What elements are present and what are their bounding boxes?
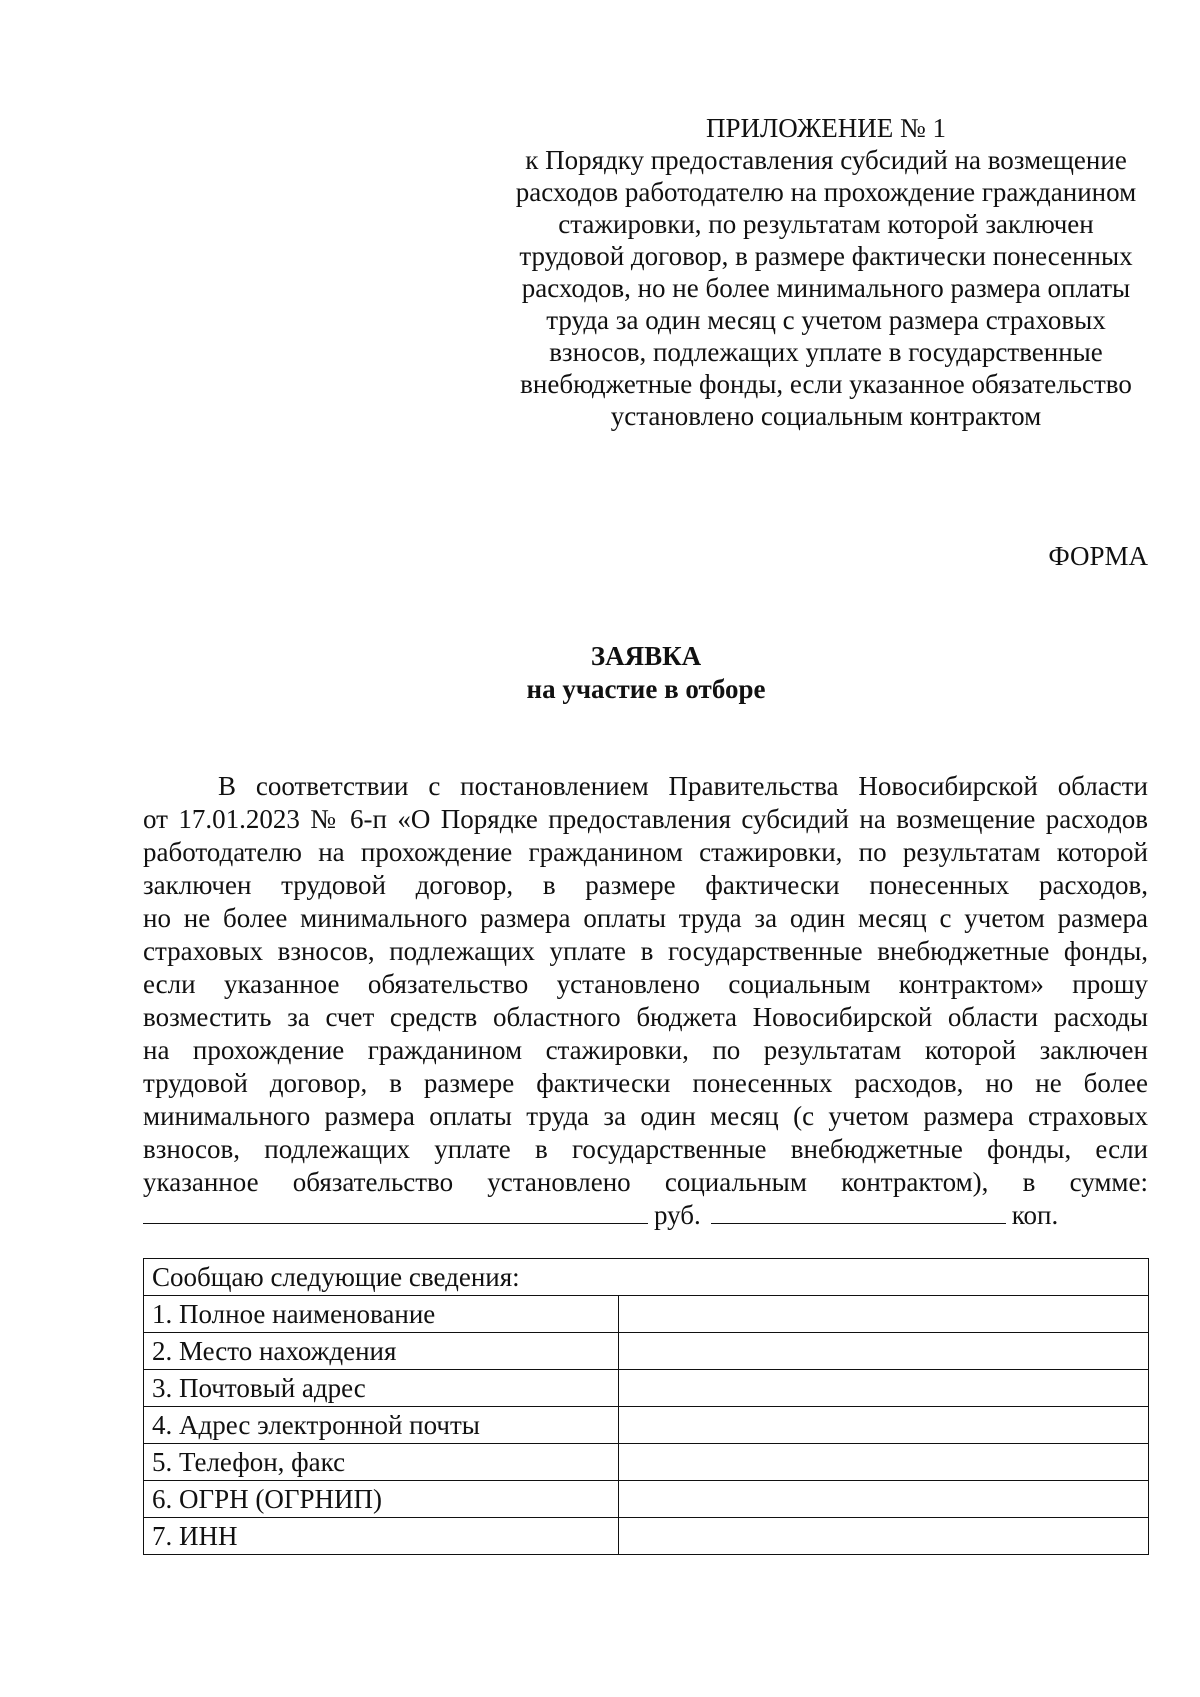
table-value-cell[interactable] <box>619 1333 1149 1370</box>
appendix-block <box>478 112 1174 432</box>
table-label-cell: 2. Место нахождения <box>144 1333 619 1370</box>
table-row <box>144 1481 1149 1518</box>
body-line: возместить за счет средств областного бюджета Новосибирской области расходы <box>143 1002 1148 1032</box>
table-row <box>144 1518 1149 1555</box>
table-value-cell[interactable] <box>619 1481 1149 1518</box>
appendix-line: взносов, подлежащих уплате в государственные <box>549 337 1103 367</box>
form-label: ФОРМА <box>1048 541 1148 571</box>
appendix-line: установлено социальным контрактом <box>610 401 1042 431</box>
body-line: взносов, подлежащих уплате в государственные внебюджетные фонды, если <box>143 1134 1148 1164</box>
body-line: страховых взносов, подлежащих уплате в государственные внебюджетные фонды, <box>143 936 1148 966</box>
appendix-line: трудовой договор, в размере фактически понесенных <box>519 241 1133 271</box>
body-line: работодателю на прохождение гражданином стажировки, по результатам которой <box>143 837 1148 867</box>
appendix-line: расходов работодателю на прохождение гражданином <box>515 177 1137 207</box>
table-value-cell[interactable] <box>619 1370 1149 1407</box>
amount-line <box>143 1199 1148 1232</box>
table-label-cell: 1. Полное наименование <box>144 1296 619 1333</box>
table-value-cell[interactable] <box>619 1518 1149 1555</box>
table-label-cell: 3. Почтовый адрес <box>144 1370 619 1407</box>
body-line: трудовой договор, в размере фактически понесенных расходов, но не более <box>143 1068 1148 1098</box>
kopecks-label: коп. <box>1011 1200 1059 1230</box>
table-header-cell: Сообщаю следующие сведения: <box>144 1259 1149 1296</box>
document-subtitle: на участие в отборе <box>526 674 766 704</box>
table-label-cell: 7. ИНН <box>144 1518 619 1555</box>
body-line: минимального размера оплаты труда за один месяц (с учетом размера страховых <box>143 1101 1148 1131</box>
rubles-label: руб. <box>654 1200 701 1230</box>
body-line: на прохождение гражданином стажировки, по результатам которой заключен <box>143 1035 1148 1065</box>
table-row <box>144 1370 1149 1407</box>
table-row <box>144 1333 1149 1370</box>
table-label-cell: 5. Телефон, факс <box>144 1444 619 1481</box>
document-title: ЗАЯВКА <box>590 641 702 671</box>
body-line: но не более минимального размера оплаты труда за один месяц с учетом размера <box>143 903 1148 933</box>
body-line: указанное обязательство установлено социальным контрактом), в сумме: <box>143 1167 1148 1197</box>
appendix-title: ПРИЛОЖЕНИЕ № 1 <box>705 113 947 143</box>
table-value-cell[interactable] <box>619 1407 1149 1444</box>
body-line: заключен трудовой договор, в размере фактически понесенных расходов, <box>143 870 1148 900</box>
table-row <box>144 1444 1149 1481</box>
table-value-cell[interactable] <box>619 1296 1149 1333</box>
table-label-cell: 4. Адрес электронной почты <box>144 1407 619 1444</box>
table-header-row <box>144 1259 1149 1296</box>
appendix-line: внебюджетные фонды, если указанное обязательство <box>520 369 1132 399</box>
appendix-line: расходов, но не более минимального размера оплаты <box>521 273 1131 303</box>
table-value-cell[interactable] <box>619 1444 1149 1481</box>
info-table <box>143 1258 1149 1555</box>
table-row <box>144 1407 1149 1444</box>
body-line: от 17.01.2023 № 6-п «О Порядке предоставления субсидий на возмещение расходов <box>143 804 1148 834</box>
appendix-line: труда за один месяц с учетом размера страховых <box>546 305 1106 335</box>
body-line: если указанное обязательство установлено социальным контрактом» прошу <box>143 969 1148 999</box>
table-row <box>144 1296 1149 1333</box>
rubles-blank-field[interactable] <box>143 1199 648 1224</box>
table-label-cell: 6. ОГРН (ОГРНИП) <box>144 1481 619 1518</box>
body-line: В соответствии с постановлением Правительства Новосибирской области <box>218 771 1148 801</box>
kopecks-blank-field[interactable] <box>711 1199 1006 1224</box>
appendix-line: стажировки, по результатам которой заключен <box>558 209 1094 239</box>
body-paragraph <box>143 770 1148 1232</box>
appendix-line: к Порядку предоставления субсидий на возмещение <box>525 145 1127 175</box>
